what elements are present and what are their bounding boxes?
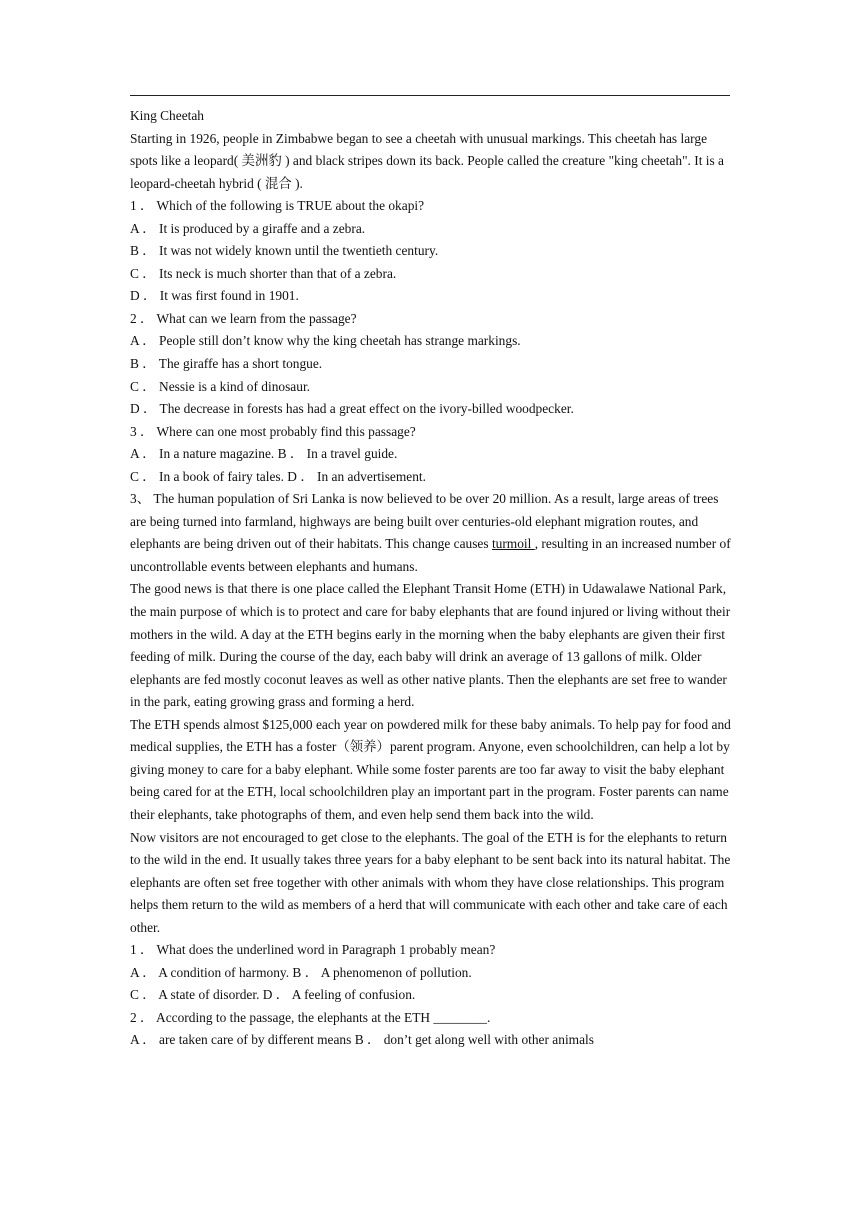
option: B ． The giraffe has a short tongue. <box>130 356 323 372</box>
passage2-paragraph-2: The good news is that there is one place called the Elephant Transit Home (ETH) in Udawalawe National Park, the main purpose of which is to protect and care for baby elephants that are found injured or living without their mothers in the wild. A day at the ETH begins early in the morning when the baby elephants are given their first feeding of milk. During the course of the day, each baby will drink an average of 13 gallons of milk. Older elephants are fed mostly coconut leaves as well as other native plants. Then the elephants are set free to wander in the park, eating growing grass and forming a herd. <box>130 581 731 710</box>
option: A ． are taken care of by different means B ． don’t get along well with other animals <box>130 1032 594 1048</box>
option: D ． The decrease in forests has had a great effect on the ivory-billed woodpecker. <box>130 401 574 417</box>
underlined-word: turmoil <box>491 536 535 552</box>
option: A ． People still don’t know why the king cheetah has strange markings. <box>130 333 521 349</box>
question-stem: 1 ． What does the underlined word in Paragraph 1 probably mean? <box>130 942 496 958</box>
passage-title: King Cheetah <box>130 108 205 123</box>
header-rule <box>130 95 730 96</box>
p1-text-after: , resulting in an increased number of uncontrollable events between elephants and humans. <box>130 536 731 574</box>
option: C ． Its neck is much shorter than that of a zebra. <box>130 265 397 281</box>
option: C ． In a book of fairy tales. D ． In an advertisement. <box>130 468 426 484</box>
passage2-paragraph-1 <box>130 488 736 578</box>
p1-text-before: 3、 The human population of Sri Lanka is now believed to be over 20 million. As a result, large areas of trees are being turned into farmland, highways are being built over centuries-old elephant migration routes, and elephants are being driven out of their habitats. This change causes <box>130 491 719 552</box>
passage2-paragraph-3: The ETH spends almost $125,000 each year on powdered milk for these baby animals. To help pay for food and medical supplies, the ETH has a foster（领养）parent program. Anyone, even schoolchildren, can help a lot by giving money to care for a baby elephant. While some foster parents are too far away to visit the baby elephant being cared for at the ETH, local schoolchildren play an important part in the program. Foster parents can name their elephants, take photographs of them, and even help send them back into the wild. <box>130 716 731 822</box>
option: A ． It is produced by a giraffe and a zebra. <box>130 220 366 236</box>
option: C ． A state of disorder. D ． A feeling of confusion. <box>130 987 416 1003</box>
question-stem: 1 ． Which of the following is TRUE about the okapi? <box>130 198 425 214</box>
option: B ． It was not widely known until the twentieth century. <box>130 243 439 259</box>
question-stem: 2 ． What can we learn from the passage? <box>130 310 357 326</box>
document-body <box>130 105 736 1052</box>
passage2-paragraph-4: Now visitors are not encouraged to get close to the elephants. The goal of the ETH is for the elephants to return to the wild in the end. It usually takes three years for a baby elephant to be sent back into its natural habitat. The elephants are often set free together with other animals with whom they have close relationships. This program helps them return to the wild as members of a herd that will communicate with each other and take care of each other. <box>130 829 731 935</box>
passage1-paragraph: Starting in 1926, people in Zimbabwe began to see a cheetah with unusual markings. This cheetah has large spots like a leopard( 美洲豹 ) and black stripes down its back. People called the creature "king cheetah". It is a leopard-cheetah hybrid ( 混合 ). <box>130 130 724 191</box>
question-stem: 3 ． Where can one most probably find this passage? <box>130 423 416 439</box>
question-stem: 2 ． According to the passage, the elephants at the ETH ________. <box>130 1009 491 1025</box>
option: A ． In a nature magazine. B ． In a travel guide. <box>130 446 398 462</box>
option: D ． It was first found in 1901. <box>130 288 299 304</box>
option: A ． A condition of harmony. B ． A phenomenon of pollution. <box>130 964 472 980</box>
option: C ． Nessie is a kind of dinosaur. <box>130 378 311 394</box>
